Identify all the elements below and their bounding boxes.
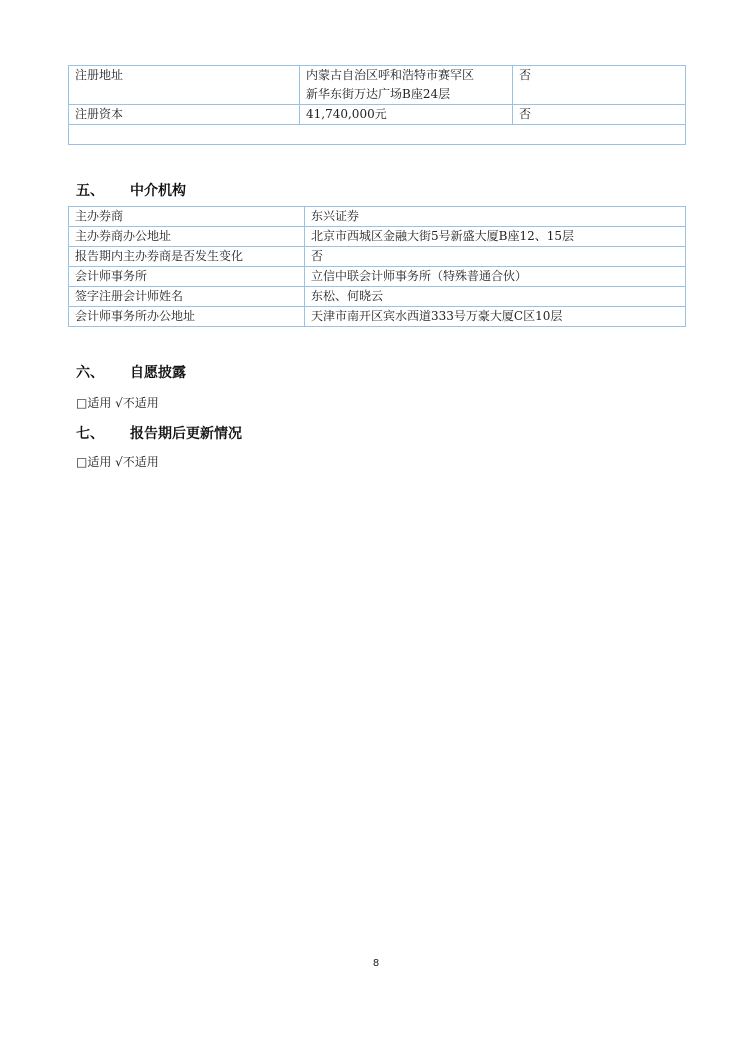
table-cell-empty xyxy=(69,125,686,145)
table-cell-changed: 否 xyxy=(513,105,686,125)
table-row xyxy=(69,66,686,105)
intermediary-table xyxy=(68,206,686,327)
company-info-table xyxy=(68,65,686,145)
table-cell-value: 41,740,000元 xyxy=(300,105,513,125)
table-cell-label: 会计师事务所 xyxy=(69,267,305,287)
table-cell-label: 报告期内主办券商是否发生变化 xyxy=(69,247,305,267)
table-row xyxy=(69,105,686,125)
table-cell-value: 立信中联会计师事务所（特殊普通合伙） xyxy=(305,267,686,287)
section-number: 六、 xyxy=(76,365,104,381)
table-cell-label: 会计师事务所办公地址 xyxy=(69,307,305,327)
table-cell-value: 东兴证券 xyxy=(305,207,686,227)
section-heading xyxy=(76,362,186,382)
table-cell-label: 主办券商办公地址 xyxy=(69,227,305,247)
section-number: 七、 xyxy=(76,426,104,442)
table-cell-label: 主办券商 xyxy=(69,207,305,227)
table-row xyxy=(69,287,686,307)
section-heading xyxy=(76,423,242,443)
table-row xyxy=(69,207,686,227)
table-row xyxy=(69,267,686,287)
table-cell-label: 注册地址 xyxy=(69,66,300,105)
section-title: 报告期后更新情况 xyxy=(130,426,242,442)
table-cell-value xyxy=(300,66,513,105)
table-row xyxy=(69,227,686,247)
table-row-empty xyxy=(69,125,686,145)
section-heading xyxy=(76,180,186,200)
table-row xyxy=(69,307,686,327)
table-cell-label: 注册资本 xyxy=(69,105,300,125)
table-cell-changed: 否 xyxy=(513,66,686,105)
table-cell-value-line: 内蒙古自治区呼和浩特市赛罕区 xyxy=(306,68,475,82)
section-number: 五、 xyxy=(76,183,104,199)
table-cell-label: 签字注册会计师姓名 xyxy=(69,287,305,307)
page-number: 8 xyxy=(372,958,380,969)
applicability-options: □适用 √不适用 xyxy=(76,455,159,469)
table-cell-value: 天津市南开区宾水西道333号万豪大厦C区10层 xyxy=(305,307,686,327)
table-row xyxy=(69,247,686,267)
table-cell-value: 否 xyxy=(305,247,686,267)
applicability-options: □适用 √不适用 xyxy=(76,396,159,410)
section-title: 中介机构 xyxy=(130,183,186,199)
table-cell-value-line: 新华东街万达广场B座24层 xyxy=(306,87,451,101)
table-cell-value: 东松、何晓云 xyxy=(305,287,686,307)
section-title: 自愿披露 xyxy=(130,365,186,381)
table-cell-value: 北京市西城区金融大街5号新盛大厦B座12、15层 xyxy=(305,227,686,247)
